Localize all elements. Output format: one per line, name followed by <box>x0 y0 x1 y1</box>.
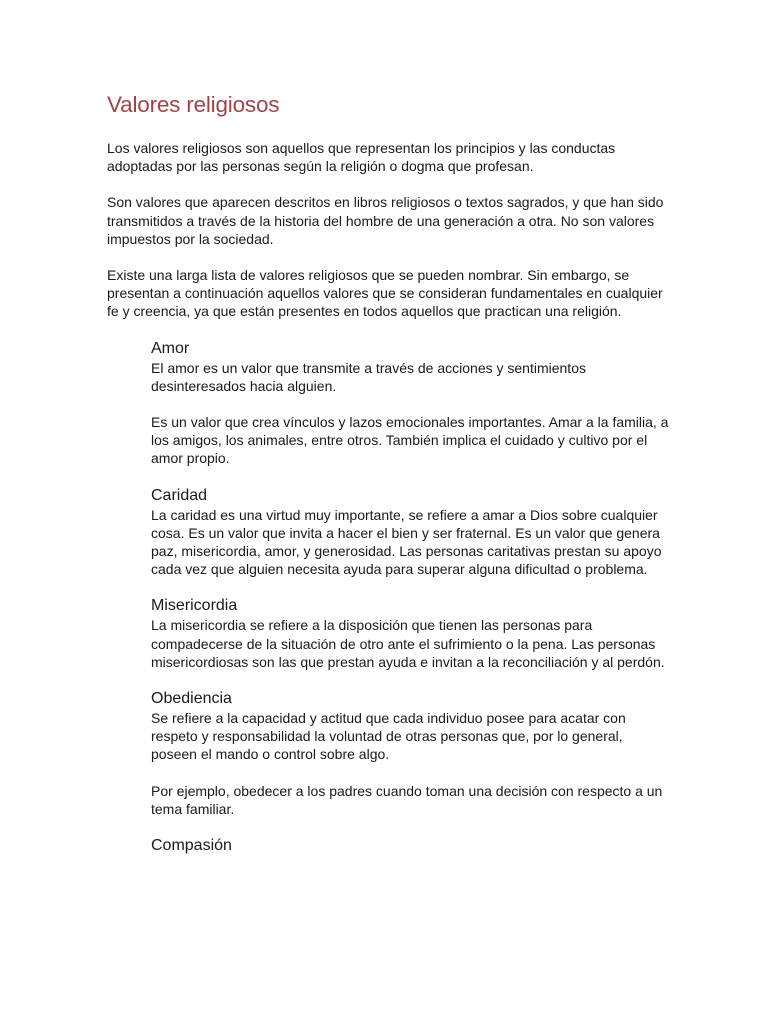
intro-paragraph: Existe una larga lista de valores religiosos que se pueden nombrar. Sin embargo, se presentan a continuación aquellos valores que se consideran fundamentales en cualquier fe y creencia, ya que están presentes en todos aquellos que practican una religión. <box>107 267 663 320</box>
section-paragraph: Es un valor que crea vínculos y lazos emocionales importantes. Amar a la familia, a los amigos, los animales, entre otros. También implica el cuidado y cultivo por el amor propio. <box>151 414 669 467</box>
section-paragraph: Se refiere a la capacidad y actitud que cada individuo posee para acatar con respeto y responsabilidad la voluntad de otras personas que, por lo general, poseen el mando o control sobre algo. <box>151 710 626 763</box>
document-title: Valores religiosos <box>107 92 280 117</box>
intro-paragraph: Los valores religiosos son aquellos que representan los principios y las conductas adoptadas por las personas según la religión o dogma que profesan. <box>107 140 616 175</box>
section-paragraph: El amor es un valor que transmite a través de acciones y sentimientos desinteresados hacia alguien. <box>151 359 586 394</box>
section-paragraph: Por ejemplo, obedecer a los padres cuando toman una decisión con respecto a un tema familiar. <box>151 782 663 817</box>
value-section-caridad <box>151 486 671 579</box>
document-page <box>107 88 667 874</box>
section-paragraph: La misericordia se refiere a la disposición que tienen las personas para compadecerse de la situación de otro ante el sufrimiento o la pena. Las personas misericordiosas son las que prestan ayuda e invitan a la reconciliación y al perdón. <box>151 617 665 670</box>
section-heading: Caridad <box>151 486 208 504</box>
intro-paragraph: Son valores que aparecen descritos en libros religiosos o textos sagrados, y que han sido transmitidos a través de la historia del hombre de una generación a otra. No son valores impuestos por la sociedad. <box>107 194 664 247</box>
value-section-misericordia <box>151 596 671 671</box>
section-heading: Misericordia <box>151 597 238 615</box>
intro-block <box>107 139 667 321</box>
value-section-amor <box>151 339 671 468</box>
value-section-compasion <box>151 836 671 856</box>
section-heading: Amor <box>151 339 190 357</box>
value-section-obediencia <box>151 689 671 818</box>
section-paragraph: La caridad es una virtud muy importante, se refiere a amar a Dios sobre cualquier cosa. Es un valor que invita a hacer el bien y ser fraternal. Es un valor que genera paz, misericordia, amor, y generosidad. Las personas caritativas prestan su apoyo cada vez que alguien necesita ayuda para superar alguna dificultad o problema. <box>151 506 662 578</box>
section-heading: Compasión <box>151 837 232 855</box>
values-list <box>151 339 671 856</box>
section-heading: Obediencia <box>151 690 232 708</box>
